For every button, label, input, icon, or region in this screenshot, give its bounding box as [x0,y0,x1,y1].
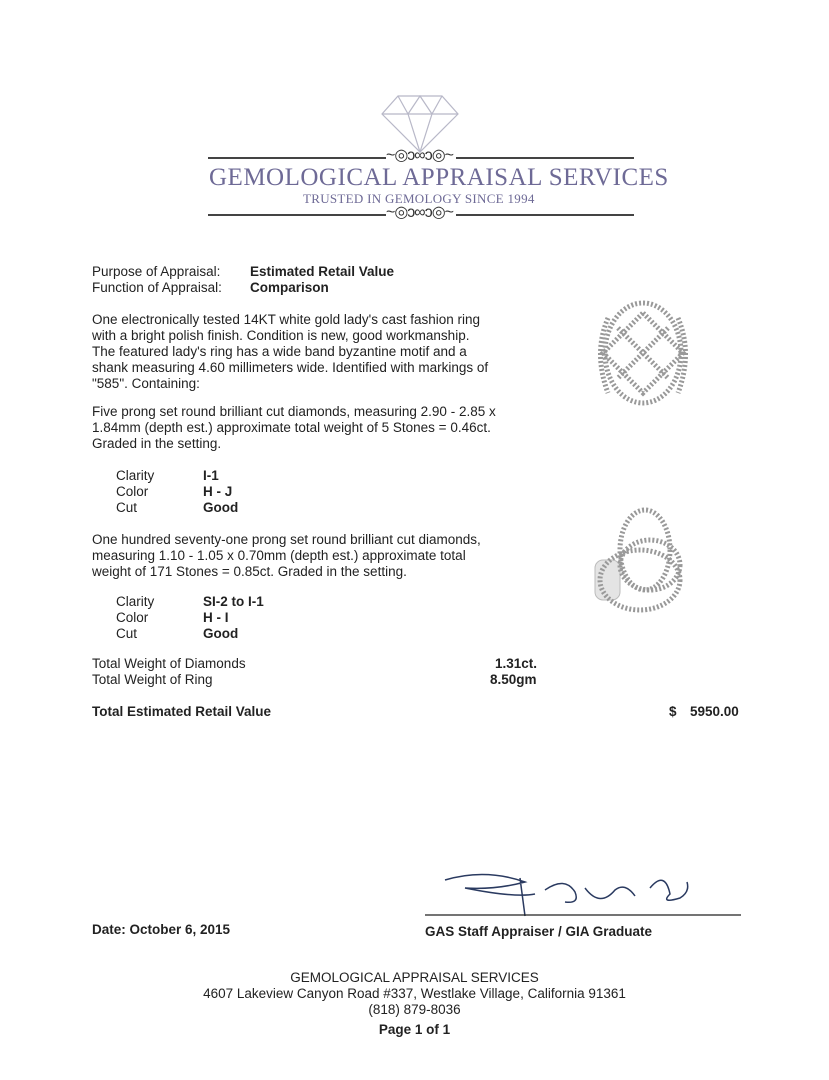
grade-value: H - J [203,484,233,499]
appraisal-date: Date: October 6, 2015 [92,922,231,937]
grade-label: Clarity [116,468,155,483]
flourish-icon: ~◎ↄ∞ↄ◎~ [386,204,454,221]
ring-front-image [588,298,698,408]
purpose-value: Estimated Retail Value [250,264,395,279]
function-value: Comparison [250,280,329,295]
total-diamonds-label: Total Weight of Diamonds [92,656,246,671]
footer-company: GEMOLOGICAL APPRAISAL SERVICES [290,970,539,985]
currency-symbol: $ [669,704,677,719]
total-diamonds-value: 1.31ct. [495,656,538,671]
total-retail-value: 5950.00 [690,704,739,719]
grade-label: Clarity [116,594,155,609]
grade-value: Good [203,626,239,641]
company-tagline: TRUSTED IN GEMOLOGY SINCE 1994 [303,191,535,206]
grade-label: Cut [116,500,138,515]
page-number: Page 1 of 1 [378,1022,451,1037]
grade-value: SI-2 to I-1 [203,594,264,609]
grade-value: H - I [203,610,229,625]
item-description: One electronically tested 14KT white gold lady's cast fashion ring with a bright polish finish. Condition is new, good workmanship. The featured lady's ring has a wide band byzantine motif and a shank measuring 4.60 millimeters wide. Identified with markings of "585". Containing: [92,312,489,391]
grade-label: Cut [116,626,138,641]
flourish-icon: ~◎ↄ∞ↄ◎~ [386,147,454,164]
grade-value: I-1 [203,468,219,483]
stone-description: Five prong set round brilliant cut diamonds, measuring 2.90 - 2.85 x 1.84mm (depth est.) approximate total weight of 5 Stones = 0.46ct. Graded in the setting. [92,404,496,451]
footer-address: 4607 Lakeview Canyon Road #337, Westlake Village, California 91361 [203,986,626,1001]
company-name: GEMOLOGICAL APPRAISAL SERVICES [209,164,669,191]
stone-description: One hundred seventy-one prong set round brilliant cut diamonds, measuring 1.10 - 1.05 x 0.70mm (depth est.) approximate total weight of 171 Stones = 0.85ct. Graded in the setting. [92,532,481,579]
appraiser-signature [425,868,745,924]
purpose-label: Purpose of Appraisal: [92,264,221,279]
ring-side-image [585,505,695,625]
grade-label: Color [116,484,149,499]
total-ring-label: Total Weight of Ring [92,672,213,687]
diamond-icon [380,94,460,154]
grade-label: Color [116,610,149,625]
total-ring-value: 8.50gm [490,672,537,687]
grade-value: Good [203,500,239,515]
signature-caption: GAS Staff Appraiser / GIA Graduate [425,924,653,939]
function-label: Function of Appraisal: [92,280,222,295]
total-retail-label: Total Estimated Retail Value [92,704,272,719]
footer-phone: (818) 879-8036 [368,1002,461,1017]
